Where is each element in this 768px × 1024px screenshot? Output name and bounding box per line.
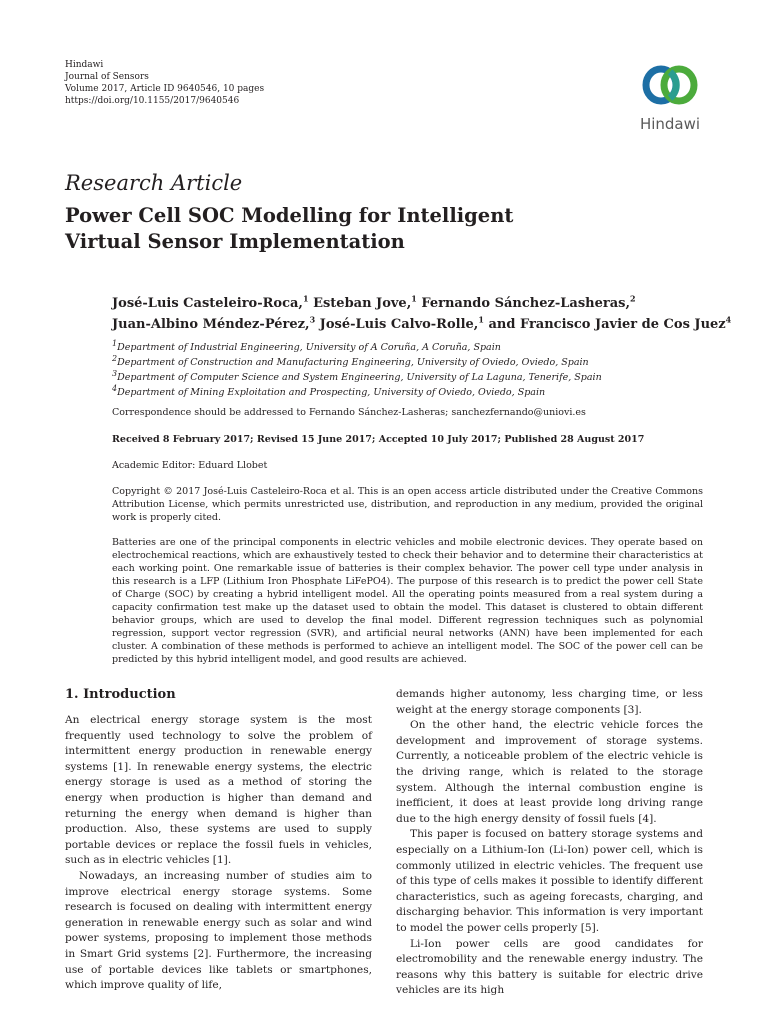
affiliation-marker: 2 xyxy=(630,293,636,304)
abstract: Batteries are one of the principal components in electric vehicles and mobile electronic devices. They operate based on electrochemical reactions, which are exhaustively tested to check their behavior and to determine their characteristics at each working point. One remarkable issue of batteries is their complex behavior. The power cell type under analysis in this research is a LFP (Lithium Iron Phosphate LiFePO4). The purpose of this research is to predict the power cell State of Charge (SOC) by creating a hybrid intelligent model. All the operating points measured from a real system during a capacity confirmation test make up the dataset used to obtain the model. This dataset is clustered to obtain different behavior groups, which are used to develop the final model. Different regression techniques such as polynomial regression, support vector regression (SVR), and artificial neural networks (ANN) have been implemented for each cluster. A combination of these methods is performed to achieve an intelligent model. The SOC of the power cell can be predicted by this hybrid intelligent model, and good results are achieved. xyxy=(112,537,703,665)
affiliation-item: $^3$Department of Computer Science and System Engineering, University of La Laguna, Tenerife, Spain xyxy=(112,368,602,383)
author-name: José-Luis Casteleiro-Roca, xyxy=(112,296,303,311)
academic-editor: Academic Editor: Eduard Llobet xyxy=(112,460,268,471)
author-line-1 xyxy=(112,293,731,314)
journal-header xyxy=(65,59,264,107)
paragraph: This paper is focused on battery storage systems and especially on a Lithium-Ion (Li-Ion) power cell, which is commonly utilized in electric vehicles. The frequent use of this type of cells makes it possible to identify different characteristics, such as ageing forecasts, charging, and discharging behavior. This information is very important to model the power cells properly [5]. xyxy=(396,828,703,934)
section-heading-introduction: 1. Introduction xyxy=(65,687,176,702)
author-name: Fernando Sánchez-Lasheras, xyxy=(421,296,630,311)
affiliation-marker: 1 xyxy=(302,293,309,304)
hindawi-logo-text: Hindawi xyxy=(639,115,701,133)
affiliation-item: $^4$Department of Mining Exploitation and Prospecting, University of Oviedo, Oviedo, Spain xyxy=(112,383,546,398)
title-line-1: Power Cell SOC Modelling for Intelligent xyxy=(65,204,514,227)
paragraph: Li-Ion power cells are good candidates for electromobility and the renewable energy industry. The reasons why this battery is suitable for electric drive vehicles are its high xyxy=(396,937,703,997)
copyright-notice: Copyright © 2017 José-Luis Casteleiro-Roca et al. This is an open access article distributed under the Creative Commons Attribution License, which permits unrestricted use, distribution, and reproduction in any medium, provided the original work is properly cited. xyxy=(112,486,703,523)
affiliation-marker: 3 xyxy=(309,314,316,325)
volume-info: Volume 2017, Article ID 9640546, 10 pages xyxy=(65,84,265,94)
affiliation-marker: 4 xyxy=(725,314,732,325)
publisher-name: Hindawi xyxy=(65,60,104,70)
hindawi-logo-icon xyxy=(631,58,709,114)
paragraph: Nowadays, an increasing number of studies aim to improve electrical energy storage systems. Some research is focused on dealing with intermittent energy generation in renewable energy such as solar and wind power systems, proposing to implement those methods in Smart Grid systems [2]. Furthermore, the increasing use of portable devices like tablets or smartphones, which improve quality of life, xyxy=(65,869,372,992)
paper-title xyxy=(65,203,513,255)
doi-link[interactable]: https://doi.org/10.1155/2017/9640546 xyxy=(65,96,240,106)
author-name: and Francisco Javier de Cos Juez xyxy=(488,317,726,332)
author-line-2 xyxy=(112,314,731,335)
right-column xyxy=(396,687,703,999)
author-name: Juan-Albino Méndez-Pérez, xyxy=(112,317,310,332)
correspondence: Correspondence should be addressed to Fernando Sánchez-Lasheras; sanchezfernando@uniovi.es xyxy=(112,407,586,418)
author-name: Esteban Jove, xyxy=(313,296,412,311)
paragraph: An electrical energy storage system is the most frequently used technology to solve the problem of intermittent energy production in renewable energy systems [1]. In renewable energy systems, the electric energy storage is used as a method of storing the energy when production is higher than demand and returning the energy when demand is higher than production. Also, these systems are used to supply portable devices or replace the fossil fuels in vehicles, such as in electric vehicles [1]. xyxy=(65,714,372,867)
author-name: José-Luis Calvo-Rolle, xyxy=(319,317,479,332)
paragraph: demands higher autonomy, less charging time, or less weight at the energy storage components [3]. xyxy=(396,688,703,716)
hindawi-logo xyxy=(631,58,709,138)
publication-dates: Received 8 February 2017; Revised 15 June 2017; Accepted 10 July 2017; Published 28 August 2017 xyxy=(112,434,645,445)
affiliation-item: $^2$Department of Construction and Manufacturing Engineering, University of Oviedo, Oviedo, Spain xyxy=(112,353,589,368)
article-type: Research Article xyxy=(65,171,243,195)
affiliation-marker: 1 xyxy=(411,293,417,304)
author-list xyxy=(112,293,731,335)
title-line-2: Virtual Sensor Implementation xyxy=(65,230,405,253)
affiliation-item: $^1$Department of Industrial Engineering, University of A Coruña, A Coruña, Spain xyxy=(112,338,501,353)
journal-name: Journal of Sensors xyxy=(65,72,149,82)
affiliation-marker: 1 xyxy=(478,314,484,325)
left-column xyxy=(65,713,372,994)
paragraph: On the other hand, the electric vehicle forces the development and improvement of storage systems. Currently, a noticeable problem of the electric vehicle is the driving range, which is related to the storage system. Although the internal combustion engine is inefficient, it does at least provide long driving range due to the high energy density of fossil fuels [4]. xyxy=(396,719,703,825)
affiliations xyxy=(112,340,602,400)
